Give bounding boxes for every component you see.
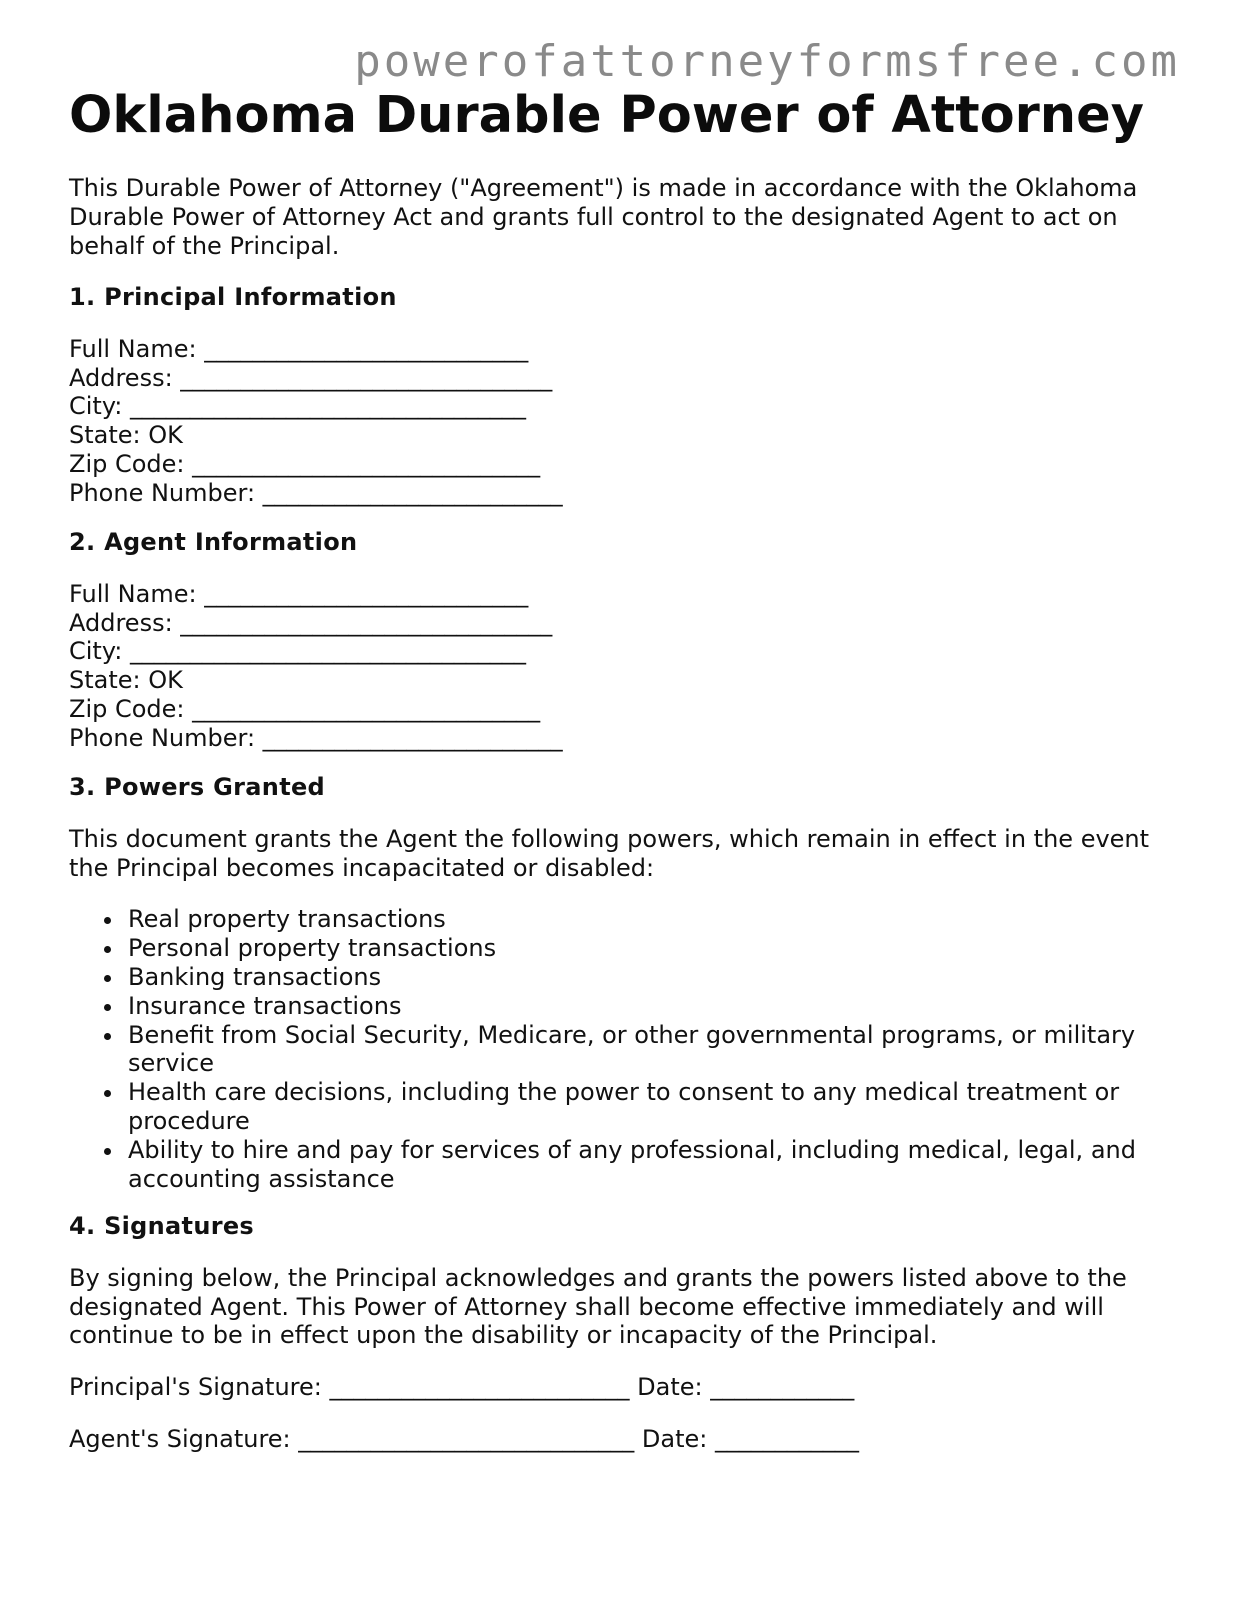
list-item: Ability to hire and pay for services of any professional, including medical, legal, and accounting assistance	[128, 1136, 1179, 1194]
principal-signature-line[interactable]: Principal's Signature: _________________________ Date: ____________	[69, 1373, 855, 1402]
watermark-text: powerofattorneyformsfree.com	[354, 36, 1180, 87]
intro-paragraph	[69, 174, 1179, 260]
powers-intro: This document grants the Agent the following powers, which remain in effect in the event the Principal becomes incapacitated or disabled:	[69, 824, 1150, 882]
principal-section	[69, 283, 1179, 508]
agent-section	[69, 528, 1179, 753]
principal-full-name-field[interactable]: Full Name: ___________________________	[69, 334, 529, 363]
principal-state-field: State: OK	[69, 421, 183, 450]
agent-full-name-field[interactable]: Full Name: ___________________________	[69, 579, 529, 608]
powers-section	[69, 773, 1179, 1193]
principal-heading: 1. Principal Information	[69, 283, 397, 311]
signatures-section	[69, 1212, 1179, 1454]
powers-list	[69, 905, 1179, 1193]
list-item: Personal property transactions	[128, 934, 1179, 963]
agent-zip-field[interactable]: Zip Code: _____________________________	[69, 694, 541, 723]
list-item: Real property transactions	[128, 905, 1179, 934]
agent-city-field[interactable]: City: _________________________________	[69, 637, 527, 666]
principal-phone-field[interactable]: Phone Number: _________________________	[69, 478, 563, 507]
signatures-text: By signing below, the Principal acknowledges and grants the powers listed above to the designated Agent. This Power of Attorney shall become effective immediately and will continue to be in effect upon the disability or incapacity of the Principal.	[69, 1263, 1127, 1350]
agent-heading: 2. Agent Information	[69, 528, 358, 556]
list-item: Banking transactions	[128, 963, 1179, 992]
intro-text: This Durable Power of Attorney ("Agreement") is made in accordance with the Oklahoma Durable Power of Attorney Act and grants full control to the designated Agent to act on behalf of the Principal.	[69, 174, 1138, 260]
powers-heading: 3. Powers Granted	[69, 773, 326, 801]
agent-state-field: State: OK	[69, 666, 183, 695]
agent-address-field[interactable]: Address: _______________________________	[69, 608, 553, 637]
list-item: Benefit from Social Security, Medicare, or other governmental programs, or military service	[128, 1021, 1179, 1079]
agent-phone-field[interactable]: Phone Number: _________________________	[69, 723, 563, 752]
agent-signature-line[interactable]: Agent's Signature: ____________________________ Date: ____________	[69, 1424, 859, 1453]
document-title: Oklahoma Durable Power of Attorney	[69, 86, 1144, 145]
principal-zip-field[interactable]: Zip Code: _____________________________	[69, 449, 541, 478]
list-item: Health care decisions, including the power to consent to any medical treatment or procedure	[128, 1078, 1179, 1136]
list-item: Insurance transactions	[128, 992, 1179, 1021]
principal-city-field[interactable]: City: _________________________________	[69, 392, 527, 421]
signatures-heading: 4. Signatures	[69, 1212, 255, 1240]
principal-address-field[interactable]: Address: _______________________________	[69, 363, 553, 392]
